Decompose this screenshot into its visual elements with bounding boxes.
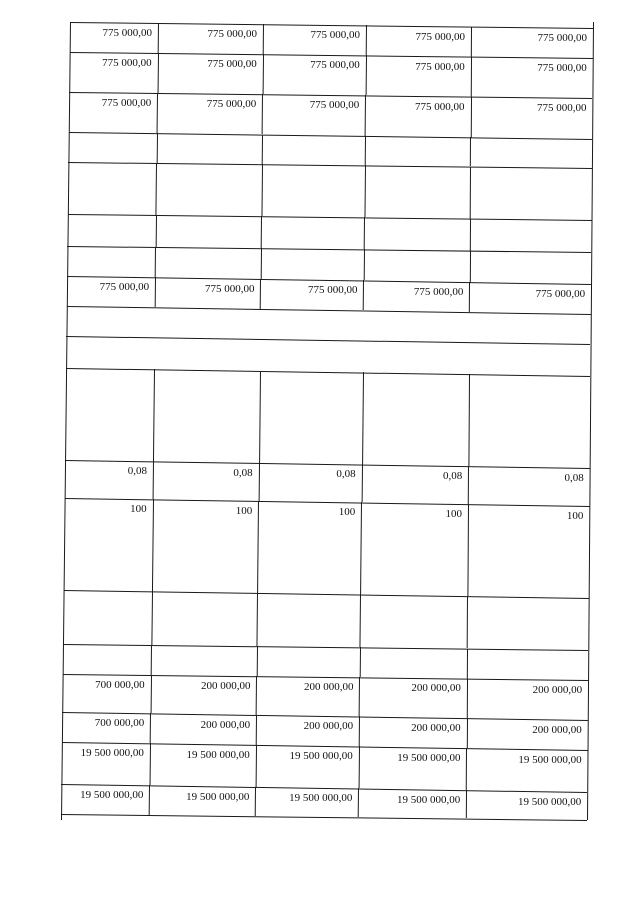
column-divider [467, 504, 469, 596]
table-cell: 19 500 000,00 [186, 748, 250, 761]
column-divider [260, 248, 261, 279]
column-divider [151, 591, 153, 645]
table-cell: 0,08 [336, 468, 356, 481]
column-divider [158, 23, 159, 53]
table-cell: 775 000,00 [415, 60, 465, 73]
table-cell: 100 [338, 506, 356, 519]
column-divider [359, 677, 360, 716]
column-divider [153, 461, 154, 499]
column-divider [361, 464, 362, 502]
table-cell: 200 000,00 [200, 718, 251, 731]
table-cell: 775 000,00 [102, 26, 152, 39]
column-divider [256, 646, 257, 676]
table-cell: 200 000,00 [303, 720, 354, 733]
table-cell: 19 500 000,00 [397, 751, 461, 764]
row-rule [69, 132, 592, 140]
column-divider [256, 676, 257, 715]
table-cell: 775 000,00 [535, 287, 586, 300]
column-divider [257, 501, 259, 593]
column-divider [156, 163, 158, 215]
table-cell: 775 000,00 [415, 30, 465, 43]
column-divider [466, 718, 467, 748]
column-divider [156, 133, 157, 163]
table-cell: 0,08 [442, 470, 463, 482]
table-cell: 200 000,00 [411, 721, 461, 734]
table-cell: 19 500 000,00 [80, 789, 144, 802]
table-cell: 775 000,00 [206, 98, 257, 111]
column-divider [155, 277, 156, 307]
table-cell: 200 000,00 [532, 683, 583, 696]
column-divider [363, 249, 364, 280]
column-divider [364, 165, 366, 217]
table-cell: 775 000,00 [99, 281, 150, 294]
column-divider [471, 27, 472, 57]
table-cell: 775 000,00 [204, 282, 255, 295]
column-divider [470, 167, 471, 219]
column-divider [467, 649, 468, 679]
column-divider [363, 280, 364, 310]
column-divider [366, 25, 367, 55]
column-divider [469, 282, 470, 312]
row-rule [68, 162, 592, 169]
table-cell: 700 000,00 [94, 717, 145, 730]
table-cell: 775 000,00 [309, 99, 360, 112]
table-cell: 19 500 000,00 [80, 747, 144, 760]
table-cell: 775 000,00 [413, 286, 464, 299]
column-divider [259, 371, 261, 463]
table-cell: 775 000,00 [536, 101, 587, 114]
column-divider [150, 713, 151, 743]
row-rule [68, 214, 592, 221]
table-cell: 0,08 [564, 471, 584, 484]
table-cell: 775 000,00 [310, 59, 360, 72]
row-rule [61, 814, 587, 821]
column-divider [149, 785, 150, 815]
column-divider [467, 596, 468, 648]
column-divider [466, 748, 467, 790]
column-divider [471, 57, 472, 97]
table-right-border [587, 22, 594, 820]
row-rule [64, 590, 589, 599]
column-divider [468, 466, 469, 504]
row-rule [67, 246, 591, 253]
column-divider [365, 95, 366, 136]
table-cell: 19 500 000,00 [186, 790, 250, 803]
row-rule [66, 336, 590, 345]
column-divider [157, 53, 158, 93]
column-divider [151, 645, 152, 675]
row-rule [66, 368, 590, 377]
column-divider [150, 675, 151, 713]
column-divider [365, 136, 366, 165]
column-divider [256, 715, 257, 745]
column-divider [466, 790, 467, 818]
column-divider [153, 369, 155, 461]
column-divider [155, 215, 156, 247]
column-divider [470, 97, 471, 138]
table-cell: 100 [235, 504, 253, 517]
table-cell: 0,08 [127, 465, 148, 478]
table-cell: 100 [130, 503, 147, 516]
column-divider [359, 716, 360, 746]
column-divider [359, 647, 360, 677]
column-divider [469, 251, 470, 283]
column-divider [365, 55, 366, 95]
column-divider [358, 746, 359, 788]
column-divider [470, 219, 471, 251]
table-cell: 19 500 000,00 [518, 753, 582, 766]
table-cell: 19 500 000,00 [396, 793, 461, 806]
table-cell: 19 500 000,00 [289, 792, 353, 805]
column-divider [260, 279, 261, 309]
table-cell: 100 [445, 507, 462, 520]
column-divider [257, 593, 259, 646]
column-divider [468, 374, 470, 466]
table-left-border [61, 22, 71, 820]
column-divider [262, 94, 263, 134]
column-divider [358, 788, 359, 817]
column-divider [360, 502, 362, 594]
table-cell: 775 000,00 [307, 284, 358, 297]
column-divider [155, 247, 156, 277]
column-divider [263, 24, 264, 54]
table-cell: 0,08 [233, 466, 253, 479]
column-divider [262, 54, 263, 94]
column-divider [255, 745, 256, 787]
table-cell: 775 000,00 [537, 61, 587, 74]
column-divider [470, 137, 471, 166]
row-rule [63, 644, 588, 651]
column-divider [149, 743, 150, 785]
table-cell: 200 000,00 [303, 681, 354, 694]
column-divider [258, 463, 259, 501]
table-cell: 19 500 000,00 [518, 795, 582, 808]
table-cell: 100 [566, 509, 584, 522]
column-divider [362, 372, 364, 464]
column-divider [360, 594, 362, 647]
table-cell: 200 000,00 [532, 723, 582, 736]
column-divider [261, 164, 263, 216]
table-cell: 700 000,00 [95, 678, 145, 691]
table-cell: 775 000,00 [102, 56, 152, 69]
column-divider [255, 787, 256, 816]
table-cell: 775 000,00 [207, 58, 257, 71]
table-cell: 775 000,00 [207, 28, 257, 41]
column-divider [261, 216, 262, 248]
table-cell: 200 000,00 [411, 682, 461, 695]
column-divider [157, 93, 158, 133]
table-cell: 775 000,00 [310, 29, 360, 42]
column-divider [364, 217, 365, 249]
column-divider [152, 499, 154, 591]
table-cell: 775 000,00 [101, 96, 152, 109]
column-divider [467, 679, 468, 719]
table-cell: 775 000,00 [537, 31, 587, 44]
table-cell: 200 000,00 [200, 680, 251, 693]
row-rule [67, 306, 591, 315]
table-cell: 19 500 000,00 [289, 750, 353, 763]
column-divider [262, 135, 263, 165]
table-cell: 775 000,00 [415, 100, 465, 113]
